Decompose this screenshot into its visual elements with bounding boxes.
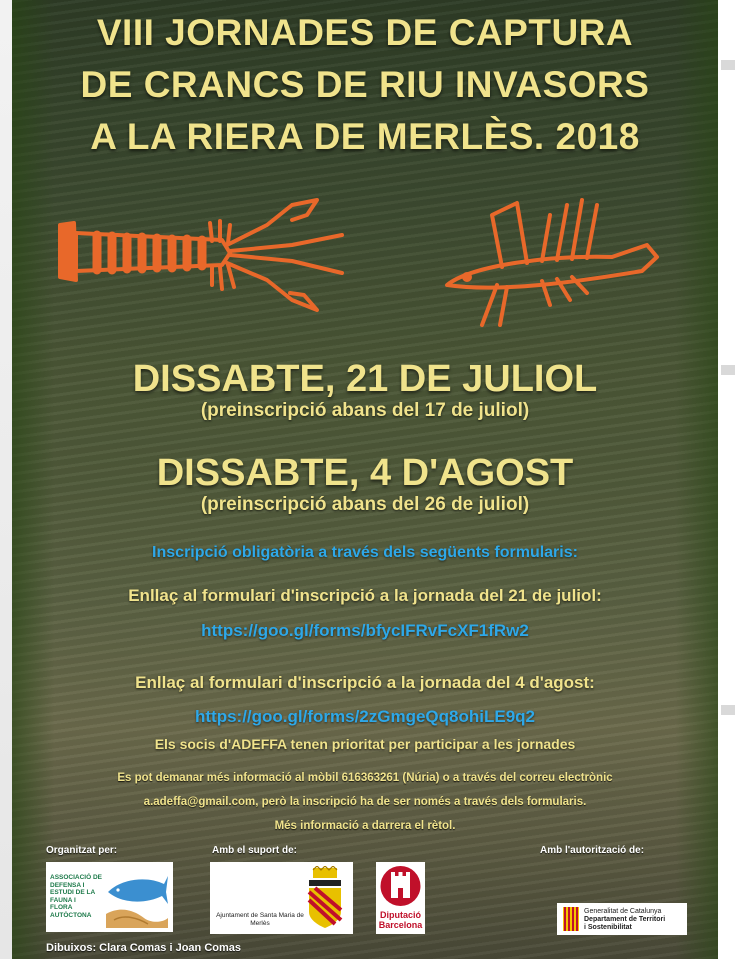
diputacio-logo	[376, 862, 425, 934]
adeffa-logo	[46, 862, 173, 932]
adeffa-line-3: ESTUDI DE LA	[50, 889, 96, 896]
poster-title-line-2: DE CRANCS DE RIU INVASORS	[80, 64, 650, 105]
poster-title-line-1: VIII JORNADES DE CAPTURA	[96, 12, 634, 53]
page-edge-left	[0, 0, 12, 959]
drawing-credits: Dibuixos: Clara Comas i Joan Comas	[46, 942, 241, 954]
generalitat-line-1: Generalitat de Catalunya	[584, 908, 662, 915]
fish-drawing	[432, 185, 672, 335]
required-notice: Inscripció obligatòria a través dels següents formularis:	[152, 544, 578, 561]
date-1: DISSABTE, 21 DE JULIOL	[132, 358, 598, 400]
link-2-label: Enllaç al formulari d'inscripció a la jornada del 4 d'agost:	[135, 673, 595, 692]
date-2: DISSABTE, 4 D'AGOST	[156, 452, 574, 494]
poster	[12, 0, 718, 959]
coat-of-arms-icon	[305, 866, 345, 930]
page-edge-right	[718, 0, 737, 959]
crayfish-drawing	[52, 185, 352, 325]
diputacio-tower-icon	[380, 864, 421, 908]
info-line-1: Es pot demanar més informació al mòbil 616363261 (Núria) o a través del correu electrònic	[117, 772, 613, 784]
diputacio-line-1: Diputació	[379, 910, 421, 920]
ajuntament-name: Ajuntament de Santa Maria de Merlès	[216, 912, 304, 927]
link-1-label: Enllaç al formulari d'inscripció a la jornada del 21 de juliol:	[128, 586, 602, 605]
generalitat-line-3: i Sostenibilitat	[584, 924, 632, 931]
info-line-3: Més informació a darrera el rètol.	[274, 820, 456, 832]
ajuntament-logo	[210, 862, 353, 934]
supported-by-caption: Amb el suport de:	[212, 845, 298, 856]
adeffa-line-1: ASSOCIACIÓ DE	[50, 874, 103, 881]
info-line-2: a.adeffa@gmail.com, però la inscripció ha de ser només a través dels formularis.	[143, 796, 587, 808]
organized-by-caption: Organitzat per:	[46, 845, 118, 856]
generalitat-line-2: Departament de Territori	[584, 916, 666, 923]
generalitat-logo	[557, 903, 687, 935]
poster-title-line-3: A LA RIERA DE MERLÈS. 2018	[90, 116, 640, 157]
link-1-url[interactable]: https://goo.gl/forms/bfycIFRvFcXF1fRw2	[201, 621, 529, 640]
adeffa-line-5: FLORA	[50, 904, 73, 911]
authorized-by-caption: Amb l'autorització de:	[540, 845, 645, 856]
date-1-note: (preinscripció abans del 17 de juliol)	[200, 400, 530, 421]
adeffa-line-6: AUTÒCTONA	[50, 911, 92, 919]
link-2-url[interactable]: https://goo.gl/forms/2zGmgeQq8ohiLE9q2	[194, 707, 536, 726]
date-2-note: (preinscripció abans del 26 de juliol)	[200, 494, 530, 515]
diputacio-line-2: Barcelona	[378, 920, 423, 930]
priority-note: Els socis d'ADEFFA tenen prioritat per participar a les jornades	[154, 736, 576, 752]
adeffa-line-2: DEFENSA I	[50, 881, 85, 889]
fish-logo-icon	[104, 870, 170, 928]
generalitat-flag-icon	[563, 907, 579, 931]
adeffa-line-4: FAUNA I	[50, 896, 76, 904]
